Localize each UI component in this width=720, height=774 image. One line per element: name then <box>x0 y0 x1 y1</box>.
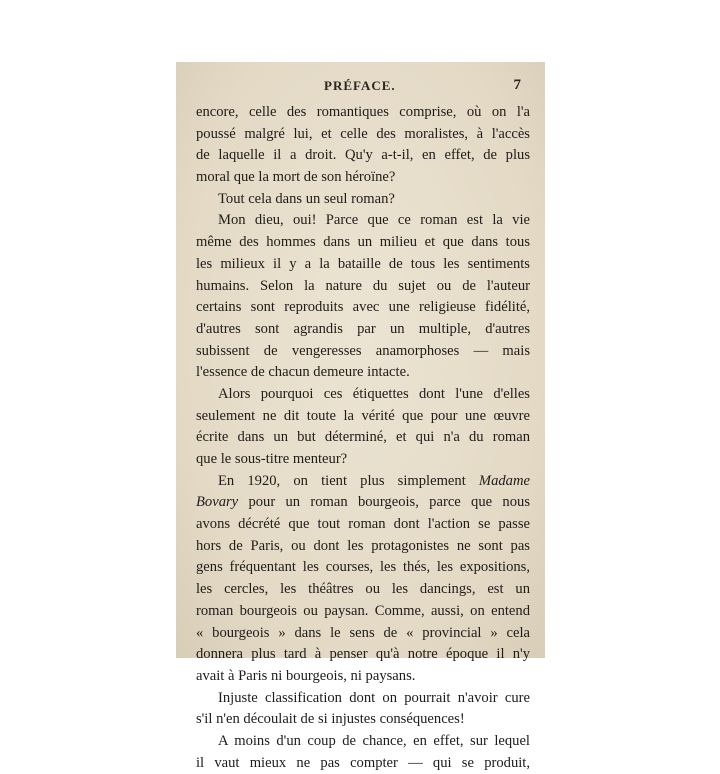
book-title-italic: Bovary <box>196 494 239 511</box>
text-line: gens fréquentant les courses, les thés, les expositions, <box>196 559 530 576</box>
text-line: certains sont reproduits avec une religieuse fidélité, <box>196 299 530 316</box>
page-header <box>176 78 545 98</box>
text-line: « bourgeois » dans le sens de « provincial » cela <box>196 624 530 641</box>
text-line: poussé malgré lui, et celle des moralistes, à l'accès <box>196 125 530 142</box>
paragraph <box>196 102 530 189</box>
text-line: les cercles, les théâtres ou les dancings, est un <box>196 581 530 598</box>
body-text <box>196 102 530 774</box>
paragraph <box>196 731 530 774</box>
book-page <box>176 62 545 771</box>
text-line: donnera plus tard à penser qu'à notre époque il n'y <box>196 646 530 663</box>
text-line: Mon dieu, oui! Parce que ce roman est la vie <box>218 212 530 229</box>
text-line: Injuste classification dont on pourrait n'avoir cure <box>218 689 530 706</box>
text-line: hors de Paris, ou dont les protagonistes ne sont pas <box>196 537 530 554</box>
text-line: subissent de vengeresses anamorphoses — mais <box>196 342 530 359</box>
paragraph <box>196 384 530 471</box>
text-line: l'essence de chacun demeure intacte. <box>196 364 410 381</box>
text-line: A moins d'un coup de chance, en effet, sur lequel <box>218 732 530 749</box>
text-line: Tout cela dans un seul roman? <box>218 190 395 207</box>
text-line: s'il n'en découlait de si injustes conséquences! <box>196 711 465 728</box>
text-line: roman bourgeois ou paysan. Comme, aussi, on entend <box>196 602 530 619</box>
text-line: d'autres sont agrandis par un multiple, d'autres <box>196 320 530 337</box>
text-line: Bovary pour un roman bourgeois, parce que nous <box>196 494 530 511</box>
text-line: avait à Paris ni bourgeois, ni paysans. <box>196 667 416 684</box>
text-line: de laquelle il a droit. Qu'y a-t-il, en effet, de plus <box>196 147 530 164</box>
text-line: que le sous-titre menteur? <box>196 451 348 467</box>
text-line: il vaut mieux ne pas compter — qui se produit, <box>196 754 530 771</box>
text-line: humains. Selon la nature du sujet ou de l'auteur <box>196 277 530 294</box>
text-line: moral que la mort de son héroïne? <box>196 169 396 186</box>
text-line: avons décrété que tout roman dont l'action se passe <box>196 516 530 533</box>
page-number: 7 <box>513 77 521 93</box>
text-line: seulement ne dit toute la vérité que pour une œuvre <box>196 407 530 424</box>
paragraph <box>196 471 530 688</box>
text-line: les milieux il y a la bataille de tous les sentiments <box>196 255 530 272</box>
text-line: Alors pourquoi ces étiquettes dont l'une d'elles <box>218 385 530 402</box>
paragraph <box>196 210 530 384</box>
text-line: encore, celle des romantiques comprise, où on l'a <box>196 104 530 120</box>
paragraph <box>196 189 530 211</box>
running-title: PRÉFACE. <box>324 78 396 93</box>
text-line: En 1920, on tient plus simplement Madame <box>218 472 530 489</box>
text-line: même des hommes dans un milieu et que dans tous <box>196 234 530 251</box>
book-title-italic: Madame <box>478 472 530 489</box>
paragraph <box>196 688 530 731</box>
text-line: écrite dans un but déterminé, et qui n'a du roman <box>196 429 530 446</box>
